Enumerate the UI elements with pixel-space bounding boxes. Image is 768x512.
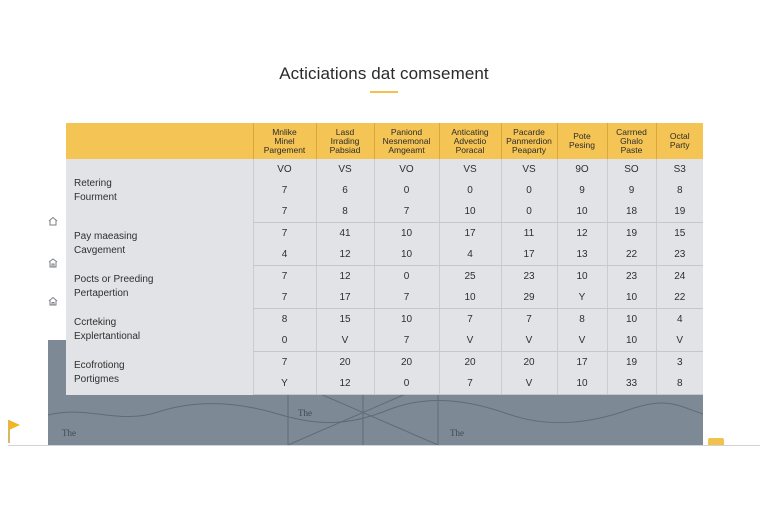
row-group-label (66, 159, 253, 223)
row-group-label-line: Retering (74, 177, 112, 189)
table-cell: 7 (253, 223, 316, 245)
header-blank-cell (66, 123, 253, 159)
table-cell: 3 (656, 352, 703, 374)
building-icon (48, 258, 58, 268)
table-cell: 7 (374, 287, 439, 309)
table-cell: 0 (374, 180, 439, 201)
table-cell: VO (374, 159, 439, 180)
table-cell: 7 (439, 373, 501, 395)
table-cell: 7 (374, 201, 439, 223)
column-header-line: Ghalo (620, 135, 643, 146)
table-cell: 20 (316, 352, 374, 374)
table-cell: VS (501, 159, 557, 180)
table-cell: 10 (607, 287, 656, 309)
column-header (439, 123, 501, 159)
table-cell: 20 (374, 352, 439, 374)
table-cell: 12 (316, 266, 374, 288)
table-cell: 4 (253, 244, 316, 266)
table-cell: 8 (557, 309, 607, 331)
row-group-label (66, 266, 253, 309)
row-group-label-line: Ecofrotiong (74, 360, 125, 371)
column-header (316, 123, 374, 159)
table-cell: 12 (557, 223, 607, 245)
row-group-label-line: Cavgement (74, 245, 126, 256)
row-group-label-line: Pocts or Preeding (74, 274, 154, 285)
table-cell: 0 (439, 180, 501, 201)
table-cell: 17 (501, 244, 557, 266)
table-cell: 8 (656, 180, 703, 201)
table-row (66, 266, 703, 288)
table-cell: V (439, 330, 501, 352)
flag-icon (6, 418, 22, 444)
column-header (253, 123, 316, 159)
table-cell: 8 (656, 373, 703, 395)
table-cell: 10 (607, 309, 656, 331)
table-cell: 41 (316, 223, 374, 245)
table-cell: 15 (316, 309, 374, 331)
column-header (656, 123, 703, 159)
table-cell: 33 (607, 373, 656, 395)
table-cell: 4 (656, 309, 703, 331)
table-cell: 10 (374, 309, 439, 331)
column-header-line: Minel (274, 135, 295, 146)
table-cell: 25 (439, 266, 501, 288)
data-table-container (66, 123, 703, 389)
table-cell: 10 (557, 266, 607, 288)
table-cell: 13 (557, 244, 607, 266)
table-cell: 10 (557, 373, 607, 395)
corner-tab (708, 438, 724, 445)
table-cell: 10 (607, 330, 656, 352)
baseline-rule (8, 445, 760, 446)
column-header-line: Lasd (335, 126, 355, 137)
band-label: The (298, 408, 312, 418)
table-cell: 17 (439, 223, 501, 245)
home-icon (48, 216, 58, 226)
column-header-line: Pacarde (513, 126, 545, 137)
table-cell: 10 (374, 223, 439, 245)
table-row (66, 352, 703, 374)
column-header-line: Irrading (330, 135, 360, 146)
column-header-line: Advectio (453, 135, 487, 146)
table-cell: 9 (557, 180, 607, 201)
table-cell: 0 (374, 373, 439, 395)
column-header-line: Paniond (390, 126, 423, 137)
table-cell: 7 (374, 330, 439, 352)
table-row (66, 159, 703, 180)
column-header-line: Paste (620, 144, 643, 155)
table-cell: 8 (253, 309, 316, 331)
table-cell: 23 (501, 266, 557, 288)
table-cell: 7 (253, 266, 316, 288)
table-row (66, 223, 703, 245)
table-cell: 12 (316, 373, 374, 395)
table-cell: 8 (316, 201, 374, 223)
table-cell: 0 (501, 201, 557, 223)
row-group-label (66, 309, 253, 352)
column-header-line: Amgeamt (388, 144, 425, 155)
table-cell: 24 (656, 266, 703, 288)
table-cell: 17 (316, 287, 374, 309)
table-cell: V (656, 330, 703, 352)
table-cell: VS (316, 159, 374, 180)
table-header-row (66, 123, 703, 159)
table-cell: 11 (501, 223, 557, 245)
house-icon (48, 296, 58, 306)
row-group-label-line: Pertapertion (74, 288, 129, 299)
column-header-line: Poracal (455, 144, 485, 155)
table-cell: 6 (316, 180, 374, 201)
row-group-label-line: Pay maeasing (74, 231, 138, 242)
table-cell: 10 (439, 201, 501, 223)
column-header (374, 123, 439, 159)
table-cell: 12 (316, 244, 374, 266)
table-cell: 23 (607, 266, 656, 288)
column-header (607, 123, 656, 159)
column-header-line: Panmerdion (506, 135, 552, 146)
row-group-label (66, 223, 253, 266)
table-cell: 19 (607, 352, 656, 374)
table-cell: 10 (374, 244, 439, 266)
table-cell: 23 (656, 244, 703, 266)
data-table (66, 123, 703, 395)
row-group-label-line: Explertantional (74, 331, 141, 342)
table-cell: Y (557, 287, 607, 309)
row-group-label (66, 352, 253, 395)
table-cell: 7 (253, 287, 316, 309)
column-header-line: Octal (669, 131, 690, 141)
column-header-line: Nesnemonal (382, 135, 431, 146)
table-cell: 7 (501, 309, 557, 331)
column-header-line: Pesing (569, 140, 595, 150)
table-body (66, 159, 703, 395)
table-cell: 9 (607, 180, 656, 201)
table-cell: 10 (557, 201, 607, 223)
column-header-line: Party (669, 140, 690, 150)
title-underline (370, 91, 398, 93)
table-cell: 0 (374, 266, 439, 288)
table-cell: 7 (253, 352, 316, 374)
table-cell: VO (253, 159, 316, 180)
column-header-line: Pargement (263, 144, 306, 155)
table-row (66, 309, 703, 331)
table-cell: 22 (656, 287, 703, 309)
table-cell: 18 (607, 201, 656, 223)
table-cell: 15 (656, 223, 703, 245)
table-cell: 10 (439, 287, 501, 309)
column-header (557, 123, 607, 159)
table-cell: Y (253, 373, 316, 395)
column-header-line: Mnlike (272, 126, 297, 137)
table-cell: S3 (656, 159, 703, 180)
column-header-line: Carrned (616, 126, 647, 137)
table-cell: 17 (557, 352, 607, 374)
row-group-label-line: Ccrteking (74, 317, 117, 328)
column-header-line: Pabsiad (329, 144, 361, 155)
table-cell: 4 (439, 244, 501, 266)
band-label: The (62, 428, 76, 438)
row-group-label-line: Portigmes (74, 374, 120, 385)
column-header-line: Pote (573, 131, 591, 141)
column-header-line: Anticating (451, 126, 489, 137)
table-cell: 0 (253, 330, 316, 352)
table-cell: 20 (501, 352, 557, 374)
column-header-line: Peaparty (511, 144, 547, 155)
page-title: Acticiations dat comsement (279, 64, 489, 83)
table-cell: V (501, 330, 557, 352)
table-cell: SO (607, 159, 656, 180)
table-cell: 20 (439, 352, 501, 374)
table-cell: V (316, 330, 374, 352)
row-group-label-line: Fourment (74, 191, 117, 203)
table-cell: 7 (253, 201, 316, 223)
column-header (501, 123, 557, 159)
table-cell: 7 (253, 180, 316, 201)
table-cell: 19 (656, 201, 703, 223)
table-cell: 0 (501, 180, 557, 201)
table-cell: 19 (607, 223, 656, 245)
table-cell: VS (439, 159, 501, 180)
table-cell: 22 (607, 244, 656, 266)
table-cell: V (557, 330, 607, 352)
table-cell: 29 (501, 287, 557, 309)
table-cell: 9O (557, 159, 607, 180)
table-cell: 7 (439, 309, 501, 331)
table-cell: V (501, 373, 557, 395)
band-label: The (450, 428, 464, 438)
